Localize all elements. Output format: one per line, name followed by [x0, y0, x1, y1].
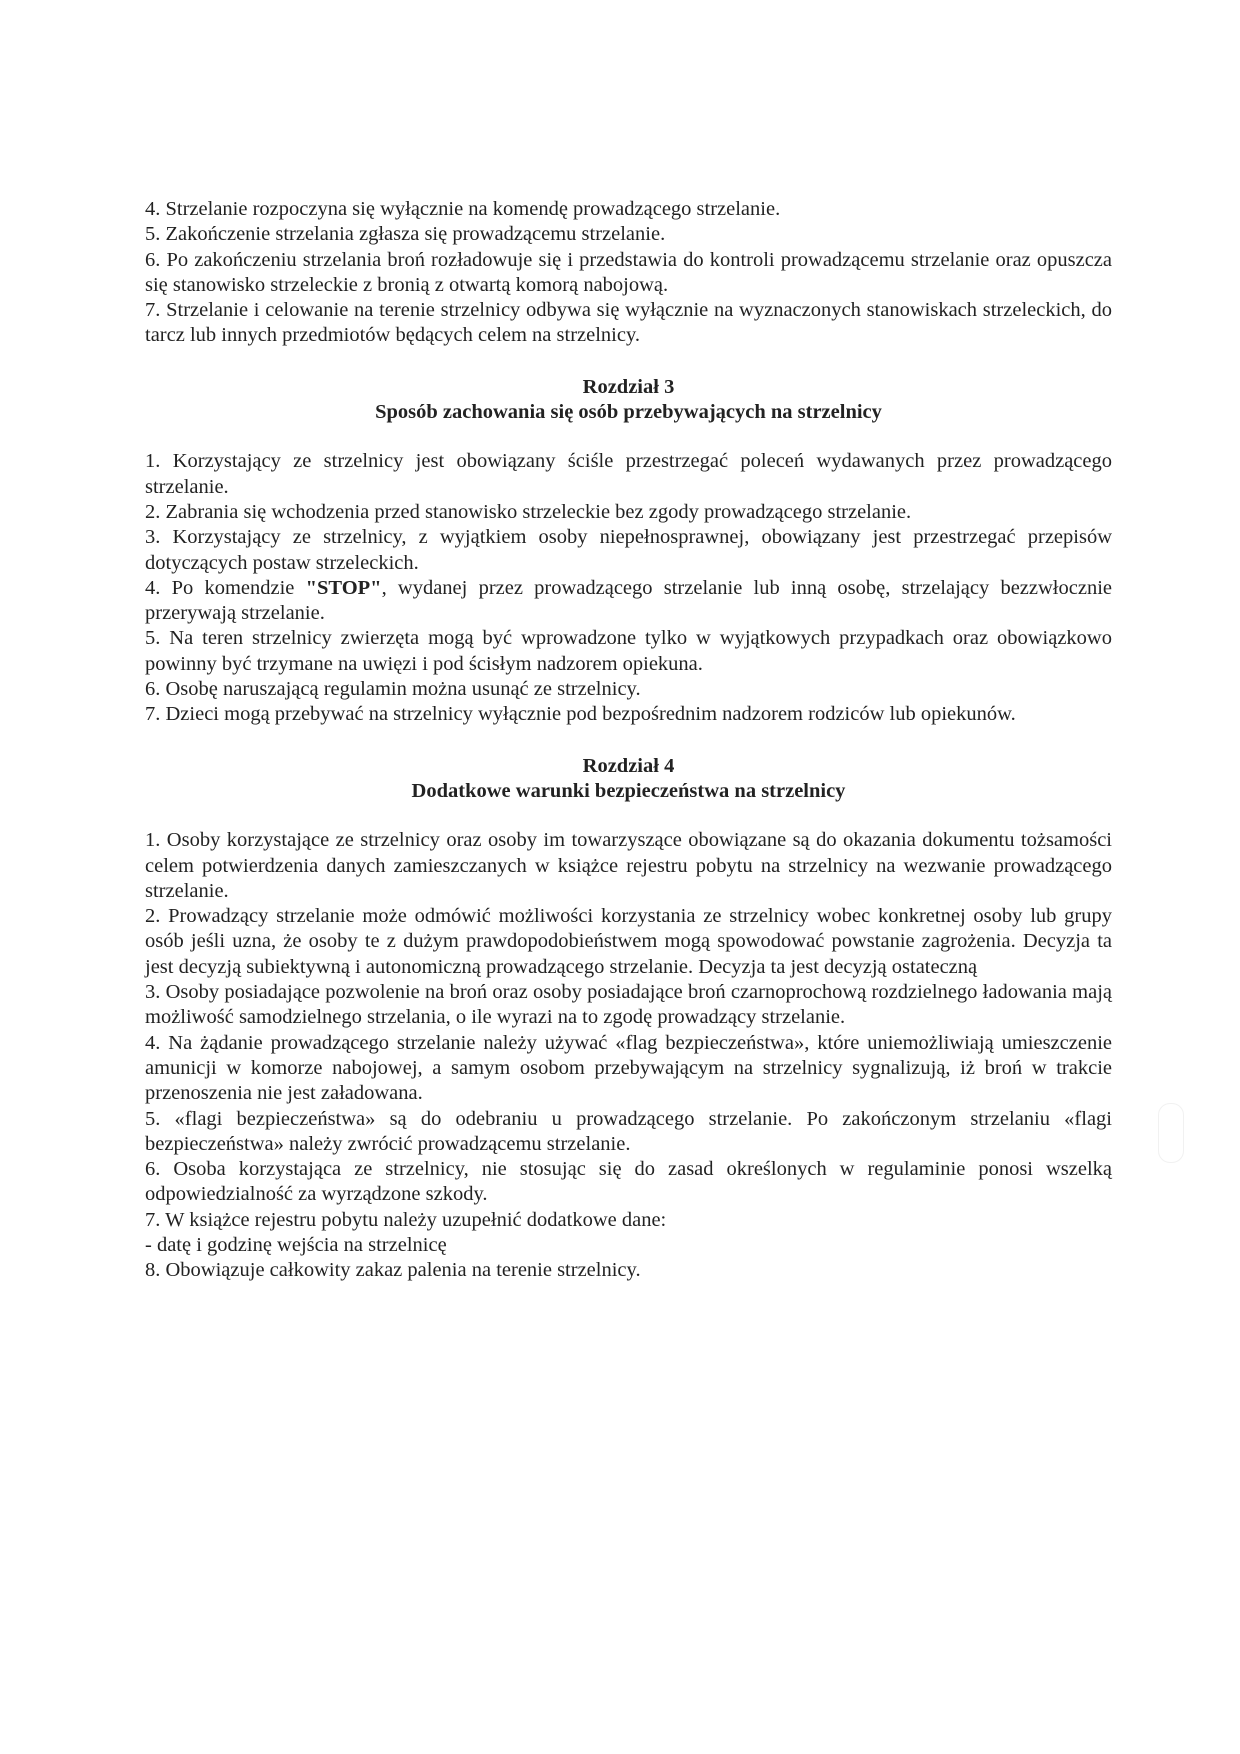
paragraph: 5. Na teren strzelnicy zwierzęta mogą być wprowadzone tylko w wyjątkowych przypadkach oraz obowiązkowo powinny być trzymane na uwięzi i pod ścisłym nadzorem opiekuna. — [145, 627, 1112, 675]
paragraph: 7. Strzelanie i celowanie na terenie strzelnicy odbywa się wyłącznie na wyznaczonych stanowiskach strzeleckich, do tarcz lub innych przedmiotów będących celem na strzelnicy. — [145, 299, 1112, 347]
paragraph: 6. Po zakończeniu strzelania broń rozładowuje się i przedstawia do kontroli prowadzącemu strzelanie oraz opuszcza się stanowisko strzeleckie z bronią z otwartą komorą nabojową. — [145, 248, 1112, 296]
paragraph: 7. Dzieci mogą przebywać na strzelnicy wyłącznie pod bezpośrednim nadzorem rodziców lub opiekunów. — [145, 703, 1016, 726]
paragraph: 2. Zabrania się wchodzenia przed stanowisko strzeleckie bez zgody prowadzącego strzelanie. — [145, 500, 912, 523]
stop-command-bold: "STOP" — [305, 576, 382, 599]
chapter-number: Rozdział 4 — [582, 754, 675, 777]
chapter-title: Sposób zachowania się osób przebywających na strzelnicy — [375, 401, 882, 424]
chapter-4 — [145, 754, 1112, 1284]
paragraph: 1. Korzystający ze strzelnicy jest obowiązany ściśle przestrzegać poleceń wydawanych przez prowadzącego strzelanie. — [145, 450, 1112, 498]
paragraph: 8. Obowiązuje całkowity zakaz palenia na terenie strzelnicy. — [145, 1259, 641, 1282]
chapter-3 — [145, 375, 1112, 728]
paragraph: 3. Osoby posiadające pozwolenie na broń oraz osoby posiadające broń czarnoprochową rozdzielnego ładowania mają możliwość samodzielnego strzelania, o ile wyrazi na to zgodę prowadzący strzelanie. — [145, 981, 1112, 1029]
paragraph: - datę i godzinę wejścia na strzelnicę — [145, 1233, 447, 1256]
paragraph: 2. Prowadzący strzelanie może odmówić możliwości korzystania ze strzelnicy wobec konkretnej osoby lub grupy osób jeśli uzna, że osoby te z dużym prawdopodobieństwem mogą spowodować powstanie zagrożenia. Decyzja ta jest decyzją subiektywną i autonomiczną prowadzącego strzelanie. Decyzja ta jest decyzją ostateczną — [145, 905, 1112, 978]
paragraph: 4. Strzelanie rozpoczyna się wyłącznie na komendę prowadzącego strzelanie. — [145, 198, 781, 220]
paragraph: 1. Osoby korzystające ze strzelnicy oraz osoby im towarzyszące obowiązane są do okazania dokumentu tożsamości celem potwierdzenia danych zamieszczanych w książce rejestru pobytu na strzelnicy na wezwanie prowadzącego strzelanie. — [145, 829, 1112, 902]
chapter-number: Rozdział 3 — [582, 375, 675, 398]
paragraph: 7. W książce rejestru pobytu należy uzupełnić dodatkowe dane: — [145, 1208, 667, 1231]
paragraph-stop-command — [145, 576, 1112, 627]
scan-hole-mark — [1158, 1103, 1184, 1163]
section-intro — [145, 197, 1112, 349]
paragraph: 6. Osoba korzystająca ze strzelnicy, nie stosując się do zasad określonych w regulaminie ponosi wszelką odpowiedzialność za wyrządzone szkody. — [145, 1158, 1112, 1206]
paragraph: 5. «flagi bezpieczeństwa» są do odebraniu u prowadzącego strzelanie. Po zakończonym strzelaniu «flagi bezpieczeństwa» należy zwrócić prowadzącemu strzelanie. — [145, 1107, 1112, 1155]
paragraph: 3. Korzystający ze strzelnicy, z wyjątkiem osoby niepełnosprawnej, obowiązany jest przestrzegać przepisów dotyczących postaw strzeleckich. — [145, 526, 1112, 574]
paragraph: 4. Na żądanie prowadzącego strzelanie należy używać «flag bezpieczeństwa», które uniemożliwiają umieszczenie amunicji w komorze nabojowej, a samym osobom przebywającym na strzelnicy sygnalizują, iż broń w trakcie przenoszenia nie jest załadowana. — [145, 1031, 1112, 1105]
document-page — [145, 197, 1112, 1284]
paragraph: 5. Zakończenie strzelania zgłasza się prowadzącemu strzelanie. — [145, 223, 666, 246]
paragraph: 6. Osobę naruszającą regulamin można usunąć ze strzelnicy. — [145, 678, 641, 701]
text: 4. Po komendzie — [145, 576, 306, 599]
text: , wydanej przez prowadzącego strzelanie lub inną osobę, strzelający bezzwłocznie przerywają strzelanie. — [145, 576, 1112, 625]
chapter-title: Dodatkowe warunki bezpieczeństwa na strzelnicy — [411, 779, 846, 802]
